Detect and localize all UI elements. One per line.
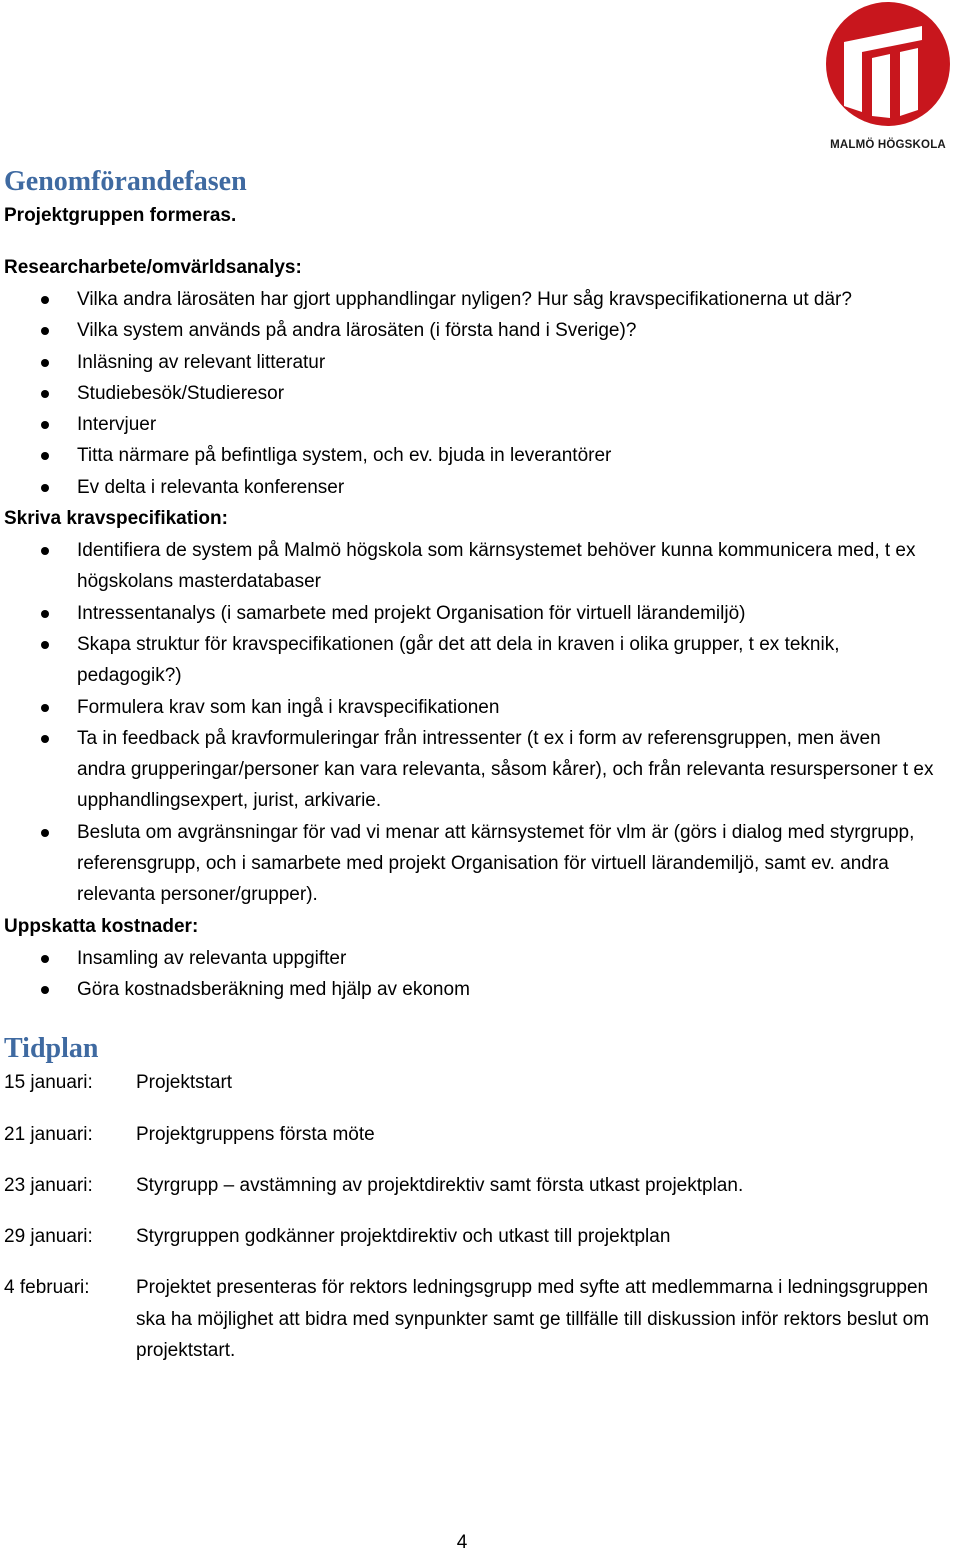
bullet-icon (41, 359, 49, 367)
bullet-icon (41, 484, 49, 492)
bullet-icon (41, 704, 49, 712)
list-item: Titta närmare på befintliga system, och ev. bjuda in leverantörer (4, 440, 934, 471)
schedule-date: 15 januari: (4, 1072, 93, 1094)
list-item: Vilka system används på andra lärosäten (i första hand i Sverige)? (4, 315, 934, 346)
schedule-date: 23 januari: (4, 1174, 93, 1196)
bullet-icon (41, 735, 49, 743)
list-item: Intressentanalys (i samarbete med projekt Organisation för virtuell lärandemiljö) (4, 598, 934, 629)
list-item: Intervjuer (4, 409, 934, 440)
kostnader-list (4, 943, 934, 1006)
list-item: Göra kostnadsberäkning med hjälp av ekonom (4, 974, 934, 1005)
schedule-table (4, 1067, 934, 1366)
schedule-date: 29 januari: (4, 1226, 93, 1248)
logo-text: MALMÖ HÖGSKOLA (830, 139, 946, 151)
schedule-text: Styrgrupp – avstämning av projektdirektiv samt första utkast projektplan. (136, 1174, 744, 1196)
list-item: Inläsning av relevant litteratur (4, 347, 934, 378)
bullet-icon (41, 610, 49, 618)
bullet-icon (41, 452, 49, 460)
kravspec-list (4, 535, 934, 911)
bullet-icon (41, 390, 49, 398)
schedule-row (4, 1272, 934, 1366)
list-item: Studiebesök/Studieresor (4, 378, 934, 409)
bullet-icon (41, 986, 49, 994)
bullet-icon (41, 421, 49, 429)
schedule-row (4, 1221, 934, 1252)
schedule-row (4, 1119, 934, 1150)
section-title-genomforande: Genomförandefasen (4, 166, 247, 197)
schedule-date: 4 februari: (4, 1277, 90, 1299)
schedule-text: Projektgruppens första möte (136, 1123, 375, 1145)
bullet-icon (41, 641, 49, 649)
kostnader-heading: Uppskatta kostnader: (4, 915, 199, 937)
list-item: Formulera krav som kan ingå i kravspecifikationen (4, 692, 934, 723)
bullet-icon (41, 327, 49, 335)
list-item: Skapa struktur för kravspecifikationen (går det att dela in kraven i olika grupper, t ex teknik, pedagogik?) (4, 629, 934, 692)
schedule-text: Projektstart (136, 1072, 233, 1094)
research-list (4, 284, 934, 503)
schedule-row (4, 1170, 934, 1201)
bullet-icon (41, 829, 49, 837)
bullet-icon (41, 296, 49, 304)
kravspec-heading: Skriva kravspecifikation: (4, 508, 228, 530)
list-item: Identifiera de system på Malmö högskola som kärnsystemet behöver kunna kommunicera med, t ex högskolans masterdatabaser (4, 535, 934, 598)
schedule-date: 21 januari: (4, 1123, 93, 1145)
bullet-icon (41, 547, 49, 555)
list-item: Insamling av relevanta uppgifter (4, 943, 934, 974)
list-item: Ta in feedback på kravformuleringar från intressenter (t ex i form av referensgruppen, men även andra grupperingar/personer kan vara relevanta, såsom kårer), och från relevanta resurspersoner t ex upphandlingsexpert, jurist, arkivarie. (4, 723, 934, 817)
schedule-text: Projektet presenteras för rektors ledningsgrupp med syfte att medlemmarna i ledningsgruppen ska ha möjlighet att bidra med synpunkter samt ge tillfälle till diskussion inför rektors beslut om projektstart. (136, 1277, 930, 1362)
bullet-icon (41, 955, 49, 963)
intro-line: Projektgruppen formeras. (4, 205, 237, 226)
document-body (4, 164, 934, 1386)
logo-emblem-icon (822, 2, 954, 134)
section-title-tidplan: Tidplan (4, 1033, 99, 1065)
page-number: 4 (456, 1532, 468, 1553)
research-heading: Researcharbete/omvärldsanalys: (4, 257, 302, 278)
schedule-row (4, 1067, 934, 1098)
malmo-hogskola-logo (822, 2, 954, 154)
list-item: Vilka andra lärosäten har gjort upphandlingar nyligen? Hur såg kravspecifikationerna ut där? (4, 284, 934, 315)
schedule-text: Styrgruppen godkänner projektdirektiv och utkast till projektplan (136, 1226, 671, 1248)
list-item: Besluta om avgränsningar för vad vi menar att kärnsystemet för vlm är (görs i dialog med styrgrupp, referensgrupp, och i samarbete med projekt Organisation för virtuell lärandemiljö, samt ev. andra relevanta personer/grupper). (4, 817, 934, 911)
list-item: Ev delta i relevanta konferenser (4, 472, 934, 503)
